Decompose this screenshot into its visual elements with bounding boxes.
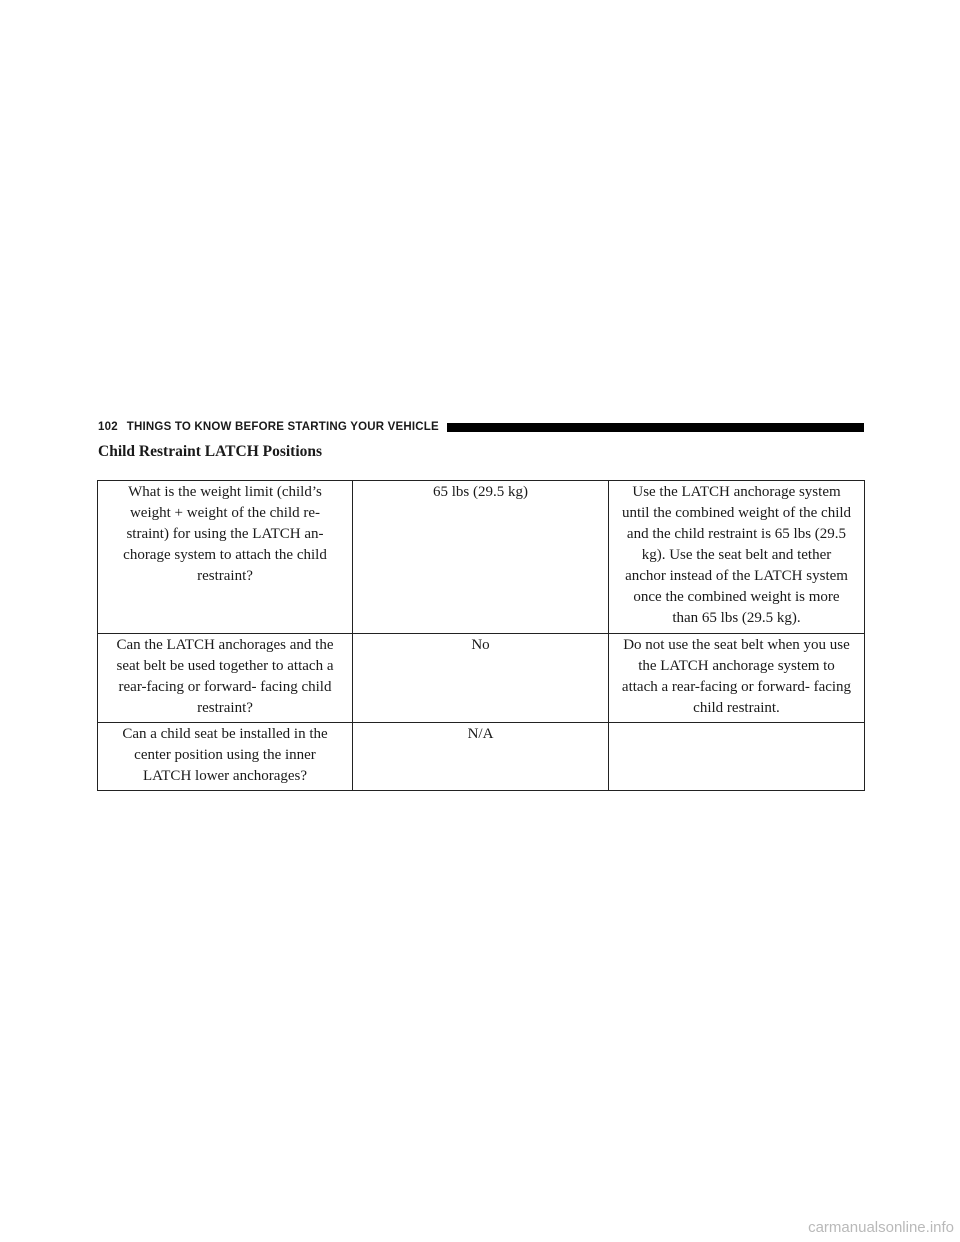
answer-cell: No — [353, 634, 609, 723]
question-cell: What is the weight limit (child’s weight + weight of the child re- straint) for using the LATCH an- chorage system to attach the child restraint? — [98, 481, 353, 634]
question-cell: Can the LATCH anchorages and the seat belt be used together to attach a rear-facing or forward- facing child restraint? — [98, 634, 353, 723]
answer-cell: 65 lbs (29.5 kg) — [353, 481, 609, 634]
answer-cell: N/A — [353, 723, 609, 791]
running-header-title: THINGS TO KNOW BEFORE STARTING YOUR VEHICLE — [126, 421, 439, 433]
running-header — [98, 420, 864, 434]
section-title: Child Restraint LATCH Positions — [98, 443, 323, 460]
latch-positions-table — [97, 480, 865, 791]
header-rule — [447, 423, 864, 432]
table-row — [98, 634, 865, 723]
note-cell — [609, 723, 865, 791]
note-cell: Do not use the seat belt when you use the LATCH anchorage system to attach a rear-facing or forward- facing child restraint. — [609, 634, 865, 723]
table-row — [98, 481, 865, 634]
question-cell: Can a child seat be installed in the center position using the inner LATCH lower anchorages? — [98, 723, 353, 791]
table-row — [98, 723, 865, 791]
page-number: 102 — [98, 421, 118, 433]
watermark: carmanualsonline.info — [808, 1219, 954, 1236]
note-cell: Use the LATCH anchorage system until the combined weight of the child and the child restraint is 65 lbs (29.5 kg). Use the seat belt and tether anchor instead of the LATCH system once the combined weight is more than 65 lbs (29.5 kg). — [609, 481, 865, 634]
